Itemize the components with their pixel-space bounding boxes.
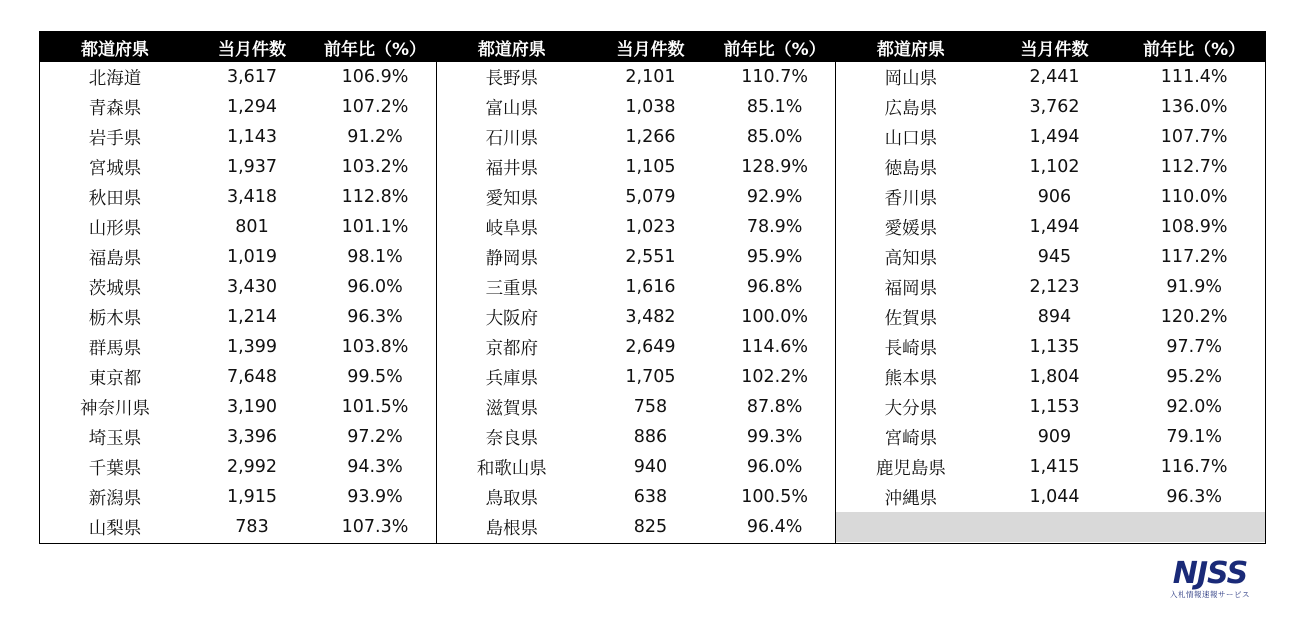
cell-prefecture: 宮崎県 — [884, 428, 938, 449]
table-row — [836, 272, 1265, 302]
cell-prefecture: 京都府 — [485, 338, 539, 359]
table-row — [836, 152, 1265, 182]
cell-prefecture: 栃木県 — [88, 308, 142, 329]
cell-yoy: 110.0% — [1160, 187, 1228, 207]
cell-count: 2,649 — [625, 337, 676, 357]
cell-count: 909 — [1037, 427, 1072, 447]
cell-count: 1,153 — [1029, 397, 1080, 417]
table-row — [836, 182, 1265, 212]
cell-count: 3,430 — [226, 277, 278, 297]
cell-yoy: 103.8% — [341, 337, 409, 357]
table-row — [437, 62, 835, 92]
cell-count: 2,551 — [625, 247, 676, 267]
cell-count: 3,418 — [226, 187, 278, 207]
cell-count: 906 — [1037, 187, 1072, 207]
cell-yoy: 107.7% — [1160, 127, 1228, 147]
table-section-1 — [40, 32, 436, 543]
cell-yoy: 101.1% — [341, 217, 409, 237]
cell-prefecture: 愛知県 — [485, 188, 539, 209]
table-row — [40, 152, 436, 182]
cell-prefecture: 石川県 — [485, 128, 539, 149]
table-row — [40, 392, 436, 422]
cell-prefecture: 東京都 — [88, 368, 142, 389]
header-prefecture: 都道府県 — [876, 39, 945, 60]
cell-prefecture: 三重県 — [485, 278, 539, 299]
cell-yoy: 106.9% — [341, 67, 409, 87]
cell-yoy: 85.0% — [746, 127, 803, 147]
cell-yoy: 108.9% — [1160, 217, 1228, 237]
table-row — [836, 482, 1265, 512]
cell-count: 5,079 — [625, 187, 676, 207]
table-row — [836, 332, 1265, 362]
cell-count: 3,396 — [226, 427, 278, 447]
header-prefecture: 都道府県 — [81, 39, 149, 60]
table-row — [40, 482, 436, 512]
table-row — [437, 272, 835, 302]
cell-count: 1,214 — [226, 307, 278, 327]
cell-yoy: 96.3% — [1166, 487, 1222, 507]
table-row — [40, 242, 436, 272]
cell-yoy: 96.0% — [746, 457, 803, 477]
table-row — [836, 422, 1265, 452]
header-count: 当月件数 — [218, 39, 286, 60]
table-row — [437, 152, 835, 182]
table-row — [40, 272, 436, 302]
cell-yoy: 96.8% — [746, 277, 803, 297]
cell-prefecture: 高知県 — [884, 248, 938, 269]
cell-yoy: 100.0% — [741, 307, 809, 327]
cell-prefecture: 長崎県 — [884, 338, 938, 359]
cell-count: 1,399 — [226, 337, 278, 357]
cell-yoy: 96.0% — [347, 277, 403, 297]
cell-prefecture: 福井県 — [485, 158, 539, 179]
cell-count: 638 — [633, 487, 668, 507]
table-row — [40, 362, 436, 392]
cell-count: 1,105 — [625, 157, 676, 177]
header-yoy: 前年比（%） — [1143, 39, 1246, 60]
cell-prefecture: 宮城県 — [88, 158, 142, 179]
cell-prefecture: 熊本県 — [884, 368, 938, 389]
cell-yoy: 101.5% — [341, 397, 409, 417]
cell-yoy: 85.1% — [746, 97, 803, 117]
cell-yoy: 78.9% — [746, 217, 803, 237]
table-row — [437, 512, 835, 542]
table-section-3 — [835, 32, 1265, 543]
cell-count: 1,294 — [226, 97, 278, 117]
cell-prefecture: 徳島県 — [884, 158, 938, 179]
table-section-2 — [436, 32, 835, 543]
cell-yoy: 120.2% — [1160, 307, 1228, 327]
table-row — [437, 452, 835, 482]
cell-count: 940 — [633, 457, 668, 477]
table-row — [836, 122, 1265, 152]
cell-prefecture: 富山県 — [485, 98, 539, 119]
cell-count: 1,915 — [226, 487, 278, 507]
cell-yoy: 79.1% — [1166, 427, 1222, 447]
table-row — [40, 512, 436, 542]
table-row — [836, 242, 1265, 272]
cell-yoy: 107.2% — [341, 97, 409, 117]
table-row — [437, 92, 835, 122]
njss-logo — [1160, 558, 1260, 602]
cell-prefecture: 山口県 — [884, 128, 938, 149]
cell-count: 1,494 — [1029, 217, 1080, 237]
cell-count: 2,101 — [625, 67, 676, 87]
cell-prefecture: 島根県 — [485, 518, 539, 539]
cell-prefecture: 秋田県 — [88, 188, 142, 209]
cell-count: 894 — [1037, 307, 1072, 327]
cell-prefecture: 岐阜県 — [485, 218, 539, 239]
cell-yoy: 110.7% — [741, 67, 809, 87]
table-row — [437, 422, 835, 452]
table-row — [836, 392, 1265, 422]
cell-yoy: 117.2% — [1160, 247, 1228, 267]
cell-count: 1,266 — [625, 127, 676, 147]
cell-prefecture: 鹿児島県 — [875, 458, 946, 479]
cell-yoy: 98.1% — [347, 247, 403, 267]
table-header-row — [836, 32, 1265, 62]
prefecture-stats-table — [39, 31, 1266, 544]
logo-tagline: 入札情報速報サービス — [1170, 590, 1250, 599]
cell-prefecture: 岡山県 — [884, 68, 938, 89]
cell-prefecture: 千葉県 — [88, 458, 142, 479]
cell-yoy: 97.2% — [347, 427, 403, 447]
cell-yoy: 136.0% — [1160, 97, 1228, 117]
cell-count: 2,123 — [1029, 277, 1080, 297]
cell-count: 3,482 — [625, 307, 676, 327]
cell-count: 1,023 — [625, 217, 676, 237]
cell-prefecture: 北海道 — [88, 68, 142, 89]
empty-filler-cell — [836, 512, 1265, 542]
cell-yoy: 107.3% — [341, 517, 409, 537]
cell-prefecture: 山形県 — [88, 218, 142, 239]
table-row — [836, 302, 1265, 332]
cell-yoy: 92.0% — [1166, 397, 1222, 417]
cell-prefecture: 新潟県 — [88, 488, 142, 509]
cell-count: 3,762 — [1029, 97, 1080, 117]
cell-count: 945 — [1037, 247, 1072, 267]
cell-prefecture: 長野県 — [485, 68, 539, 89]
cell-prefecture: 鳥取県 — [485, 488, 539, 509]
cell-yoy: 100.5% — [741, 487, 809, 507]
cell-yoy: 128.9% — [741, 157, 809, 177]
cell-prefecture: 兵庫県 — [485, 368, 539, 389]
table-row — [437, 212, 835, 242]
cell-count: 886 — [633, 427, 668, 447]
table-row — [836, 92, 1265, 122]
cell-prefecture: 大阪府 — [485, 308, 539, 329]
cell-count: 1,616 — [625, 277, 676, 297]
cell-count: 1,135 — [1029, 337, 1080, 357]
cell-prefecture: 福島県 — [88, 248, 142, 269]
cell-yoy: 91.2% — [347, 127, 403, 147]
cell-prefecture: 滋賀県 — [485, 398, 539, 419]
cell-yoy: 96.3% — [347, 307, 403, 327]
header-yoy: 前年比（%） — [723, 39, 826, 60]
cell-count: 1,415 — [1029, 457, 1080, 477]
cell-count: 2,441 — [1029, 67, 1080, 87]
cell-yoy: 95.9% — [746, 247, 803, 267]
table-row — [40, 92, 436, 122]
table-row — [437, 182, 835, 212]
cell-yoy: 94.3% — [347, 457, 403, 477]
cell-prefecture: 山梨県 — [88, 518, 142, 539]
cell-count: 1,705 — [625, 367, 676, 387]
table-row — [836, 212, 1265, 242]
cell-prefecture: 奈良県 — [485, 428, 539, 449]
table-row — [40, 182, 436, 212]
cell-prefecture: 神奈川県 — [80, 398, 150, 419]
cell-prefecture: 愛媛県 — [884, 218, 938, 239]
table-row — [40, 452, 436, 482]
cell-prefecture: 佐賀県 — [884, 308, 938, 329]
cell-count: 3,190 — [226, 397, 278, 417]
cell-yoy: 99.3% — [746, 427, 803, 447]
header-count: 当月件数 — [616, 39, 685, 60]
table-row — [40, 122, 436, 152]
cell-yoy: 87.8% — [746, 397, 803, 417]
cell-yoy: 96.4% — [746, 517, 803, 537]
table-row — [437, 122, 835, 152]
cell-yoy: 116.7% — [1160, 457, 1228, 477]
cell-yoy: 103.2% — [341, 157, 409, 177]
cell-count: 1,804 — [1029, 367, 1080, 387]
cell-prefecture: 香川県 — [884, 188, 938, 209]
table-row — [836, 452, 1265, 482]
cell-prefecture: 青森県 — [88, 98, 142, 119]
header-prefecture: 都道府県 — [477, 39, 546, 60]
cell-count: 2,992 — [226, 457, 278, 477]
cell-count: 3,617 — [226, 67, 278, 87]
cell-prefecture: 沖縄県 — [884, 488, 938, 509]
table-row — [836, 62, 1265, 92]
cell-count: 758 — [633, 397, 668, 417]
cell-yoy: 112.8% — [341, 187, 409, 207]
cell-yoy: 102.2% — [741, 367, 809, 387]
table-row — [836, 362, 1265, 392]
table-row — [437, 302, 835, 332]
cell-prefecture: 茨城県 — [88, 278, 142, 299]
logo-mark: NJSS — [1172, 556, 1248, 591]
cell-yoy: 111.4% — [1160, 67, 1228, 87]
table-row — [437, 332, 835, 362]
table-header-row — [40, 32, 436, 62]
cell-yoy: 92.9% — [746, 187, 803, 207]
cell-prefecture: 埼玉県 — [88, 428, 142, 449]
table-row — [40, 62, 436, 92]
cell-prefecture: 大分県 — [884, 398, 938, 419]
table-row — [437, 362, 835, 392]
cell-count: 1,143 — [226, 127, 278, 147]
cell-prefecture: 静岡県 — [485, 248, 539, 269]
table-row — [40, 212, 436, 242]
cell-prefecture: 和歌山県 — [476, 458, 547, 479]
table-row — [40, 422, 436, 452]
cell-yoy: 99.5% — [347, 367, 403, 387]
cell-count: 825 — [633, 517, 668, 537]
cell-count: 1,019 — [226, 247, 278, 267]
cell-count: 1,494 — [1029, 127, 1080, 147]
cell-count: 783 — [235, 517, 269, 537]
cell-count: 1,044 — [1029, 487, 1080, 507]
table-header-row — [437, 32, 835, 62]
cell-count: 1,102 — [1029, 157, 1080, 177]
cell-prefecture: 岩手県 — [88, 128, 142, 149]
cell-yoy: 91.9% — [1166, 277, 1222, 297]
cell-count: 1,937 — [226, 157, 278, 177]
table-row — [437, 482, 835, 512]
cell-yoy: 114.6% — [741, 337, 809, 357]
header-yoy: 前年比（%） — [323, 39, 427, 60]
cell-yoy: 95.2% — [1166, 367, 1222, 387]
cell-prefecture: 群馬県 — [88, 338, 142, 359]
cell-count: 7,648 — [226, 367, 278, 387]
cell-yoy: 93.9% — [347, 487, 403, 507]
table-row — [437, 392, 835, 422]
cell-yoy: 112.7% — [1160, 157, 1228, 177]
table-row — [437, 242, 835, 272]
table-row — [40, 302, 436, 332]
header-count: 当月件数 — [1020, 39, 1089, 60]
cell-count: 801 — [235, 217, 269, 237]
table-row — [40, 332, 436, 362]
cell-count: 1,038 — [625, 97, 676, 117]
cell-prefecture: 広島県 — [884, 98, 938, 119]
cell-prefecture: 福岡県 — [884, 278, 938, 299]
cell-yoy: 97.7% — [1166, 337, 1222, 357]
